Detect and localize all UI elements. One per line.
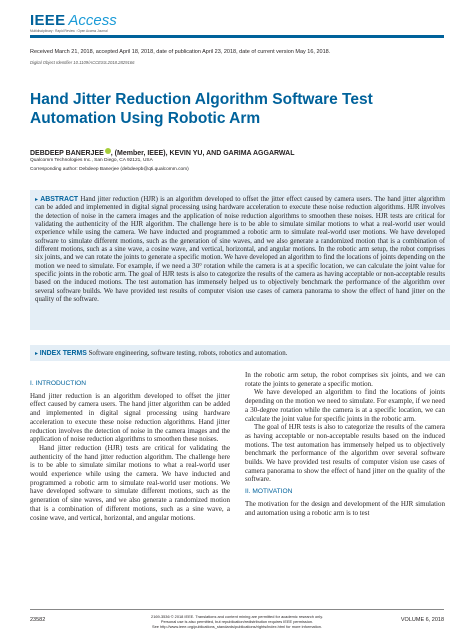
motivation-paragraph-1: The motivation for the design and development of the HJR simulation and automation using a robotic arm is to test (245, 499, 445, 517)
license-line-3: See http://www.ieee.org/publications_standards/publications/rights/index.html for more information. (152, 624, 322, 629)
license-line-2: Personal use is also permitted, but republication/redistribution requires IEEE permission. (160, 619, 314, 624)
index-terms-label: INDEX TERMS (39, 350, 87, 357)
index-terms (35, 350, 445, 358)
section-heading-introduction: I. INTRODUCTION (30, 380, 87, 387)
paper-title: Hand Jitter Reduction Algorithm Software Test Automation Using Robotic Arm (30, 91, 373, 127)
index-terms-body: Software engineering, software testing, robots, robotics and automation. (88, 350, 288, 357)
right-paragraph-3: The goal of HJR tests is also to categorize the results of the camera as having acceptable or non-acceptable results based on the induced motions. The test automation has immensely helped us to objectively benchmark the performance of the algorithm over several software builds. We have provided test results of computer vision use cases of camera panorama to show the effect of hand jitter on the quality of the software. (245, 423, 445, 484)
page-number: 23582 (30, 617, 46, 623)
intro-paragraph-2: Hand jitter reduction (HJR) tests are critical for validating the authenticity of the hand jitter reduction algorithm. The challenge here is to be able to simulate similar motions to what a real-world user would experience while using the camera. We have inducted and programmed a robotic arm to simulate real-world user motions. We have developed software to simulate different motions, such as the generation of sine waves, and we also generate a randomized motion that is a combination of different motions, such as a sine wave, a cosine wave, and vertical, horizontal, and angular motions. (30, 443, 230, 522)
section-heading-motivation: II. MOTIVATION (245, 488, 293, 496)
logo-ieee-text: IEEE (30, 12, 66, 29)
right-paragraph-1: In the robotic arm setup, the robot comprises six joints, and we can rotate the joints to generate a specific motion. (245, 371, 445, 388)
publication-dates: Received March 21, 2018, accepted April 18, 2018, date of publication April 23, 2018, date of current version May 16, 2018. (30, 49, 331, 55)
corresponding-author: Corresponding author: Debdeep Banerjee (debdeepb@qti.qualcomm.com) (30, 167, 189, 172)
journal-logo (30, 12, 117, 29)
volume-label: VOLUME 6, 2018 (400, 617, 444, 623)
logo-tagline: Multidisciplinary : Rapid Review : Open Access Journal (30, 29, 108, 33)
left-column (30, 380, 230, 522)
abstract-body: Hand jitter reduction (HJR) is an algorithm developed to offset the jitter effect caused by camera users. The hand jitter algorithm can be added and implemented in digital signal processing using hardware acceleration to execute these noise reduction algorithms. HJR involves the detection of noise in the camera images and the application of noise reduction algorithms to smoothen these noises. HJR tests are critical for validating the authenticity of the HJR algorithm. The challenge here is to be able to simulate similar motions to what a real-world user would experience while using the camera. We have inducted and programmed a robotic arm to simulate real-world user motions. We have developed software to simulate different motions, such as the generation of sine waves, and we also generate a randomized motion that is a combination of different motions, such as a sine wave, a cosine wave, and vertical, horizontal, and angular motions. In the robotic arm setup, the robot comprises six joints, and we can rotate the joints to generate a specific motion. We have developed an algorithm to find the locations of joints depending on the motion we need to simulate. For example, if we need a 30° rotation while the camera is at a specific location, we can calculate the joint value for specific joints in the robotic arm. The goal of HJR tests is also to categorize the results of the camera as having acceptable or non-acceptable results based on the induced motions. The test automation has immensely helped us to objectively benchmark the performance of the algorithm over several software builds. We have provided test results of computer vision use cases of camera panorama to show the effect of hand jitter on the quality of the software. (35, 196, 445, 304)
abstract (35, 196, 445, 304)
abstract-label: ABSTRACT (40, 196, 79, 203)
header-rule (30, 35, 444, 38)
right-paragraph-2: We have developed an algorithm to find the locations of joints depending on the motion we need to simulate. For example, if we need a 30-degree rotation while the camera is at a specific location, we can calculate the joint value for specific joints in the robotic arm. (245, 388, 445, 423)
right-column (245, 371, 445, 517)
license-line-1: 2169-3536 © 2018 IEEE. Translations and content mining are permitted for academic research only. (151, 614, 323, 619)
author-rest: , (Member, IEEE), KEVIN YU, AND GARIMA AGGARWAL (110, 150, 295, 157)
intro-paragraph-1: Hand jitter reduction is an algorithm developed to offset the jitter effect caused by camera users. The hand jitter algorithm can be added and implemented in digital signal processing using hardware acceleration to execute these noise reduction algorithms. Hand jitter reduction involves the detection of noise in the camera images and the application of noise reduction algorithms to smoothen these noises. (30, 391, 230, 444)
logo-access-text: Access (68, 12, 117, 29)
author-lead: DEBDEEP BANERJEE (30, 150, 104, 157)
affiliation: Qualcomm Technologies Inc., San Diego, CA 92121, USA (30, 158, 153, 163)
author-line (30, 148, 295, 157)
doi-line: Digital Object Identifier 10.1109/ACCESS.2018.2829166 (30, 60, 135, 65)
triangle-bullet-icon: ▸ (35, 351, 39, 357)
triangle-bullet-icon: ▸ (35, 197, 39, 203)
